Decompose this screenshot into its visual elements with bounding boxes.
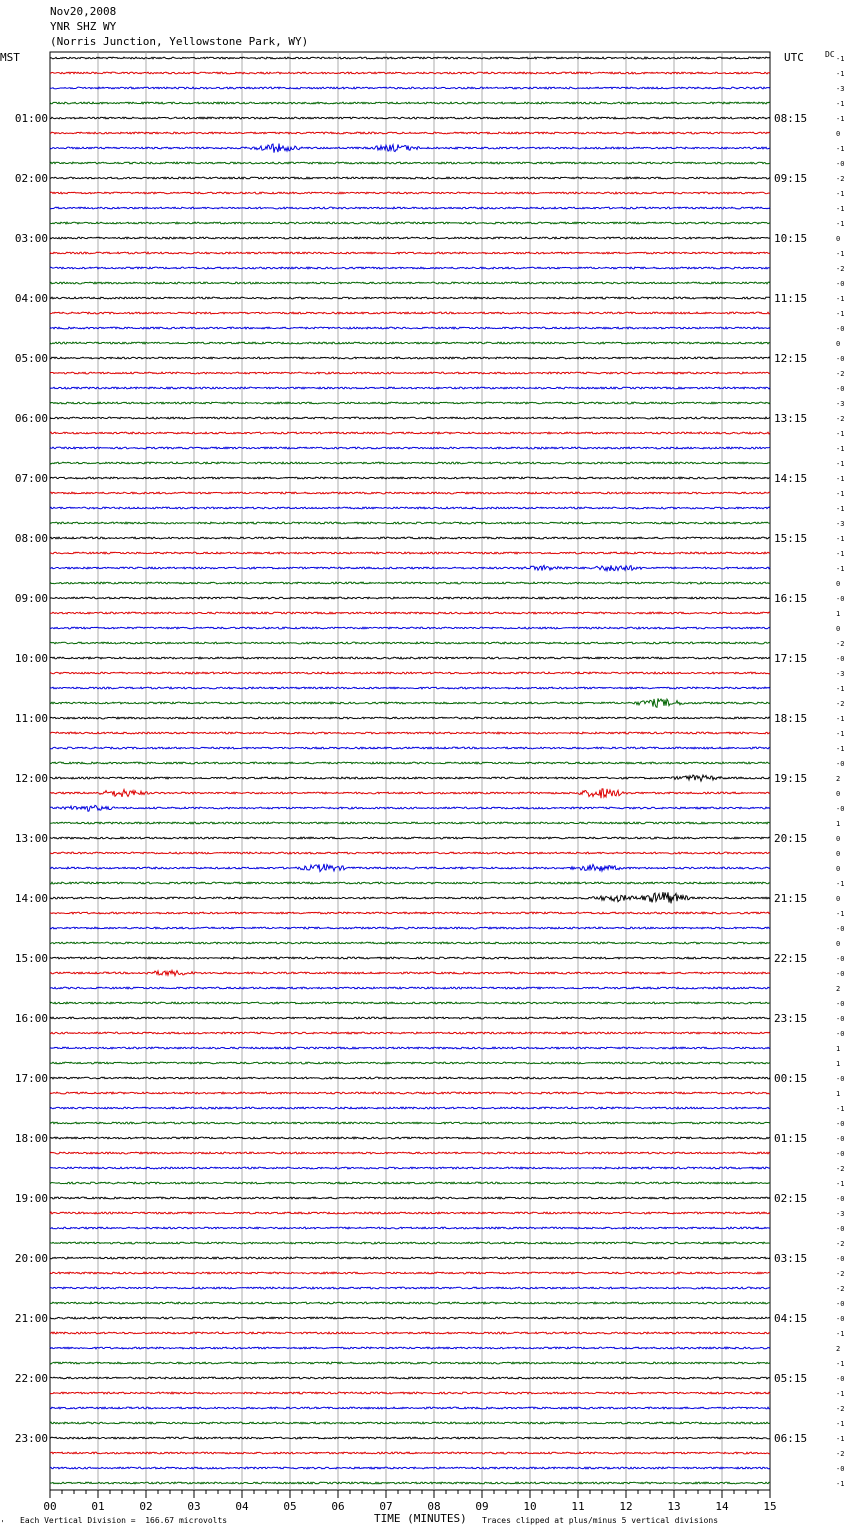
right-hour-label: 15:15: [774, 532, 808, 545]
dc-offset-label: 2: [836, 775, 841, 783]
trace-row: [50, 762, 770, 764]
right-hour-label: 14:15: [774, 472, 808, 485]
dc-offset-label: -0: [836, 1000, 845, 1008]
left-hour-label: 09:00: [14, 592, 48, 605]
trace-row: [50, 72, 770, 74]
trace-row: [50, 1257, 770, 1259]
trace-row: [50, 597, 770, 599]
dc-offset-label: -1: [836, 205, 845, 213]
trace-row: [50, 1032, 770, 1034]
right-hour-label: 01:15: [774, 1132, 808, 1145]
left-hour-label: 19:00: [14, 1192, 48, 1205]
trace-row: [50, 612, 770, 614]
dc-offset-label: -2: [836, 1450, 845, 1458]
trace-row: [50, 1332, 770, 1334]
right-hour-label: 02:15: [774, 1192, 808, 1205]
dc-offset-label: -3: [836, 520, 845, 528]
dc-offset-label: -1: [836, 250, 845, 258]
dc-offset-label: -3: [836, 400, 845, 408]
trace-row: [50, 987, 770, 989]
dc-offset-label: 0: [836, 835, 841, 843]
left-hour-label: 18:00: [14, 1132, 48, 1145]
trace-row: [50, 462, 770, 464]
left-hour-label: 06:00: [14, 412, 48, 425]
x-tick-label: 09: [475, 1500, 489, 1513]
trace-row: [50, 1467, 770, 1469]
dc-offset-label: -0: [836, 280, 845, 288]
dc-offset-label: -0: [836, 925, 845, 933]
left-hour-label: 05:00: [14, 352, 48, 365]
dc-offset-label: -1: [836, 745, 845, 753]
x-tick-label: 02: [139, 1500, 153, 1513]
trace-row: [50, 1377, 770, 1379]
trace-row: [50, 222, 770, 224]
trace-row: [50, 852, 770, 854]
dc-offset-label: -1: [836, 220, 845, 228]
trace-row: [50, 447, 770, 449]
dc-offset-label: -1: [836, 730, 845, 738]
dc-offset-label: -1: [836, 145, 845, 153]
left-axis-title: MST: [0, 51, 20, 64]
trace-row: [50, 552, 770, 554]
x-tick-label: 07: [379, 1500, 393, 1513]
trace-row: [50, 892, 770, 903]
right-hour-label: 11:15: [774, 292, 808, 305]
dc-offset-label: -0: [836, 160, 845, 168]
trace-row: [50, 864, 770, 872]
trace-row: [50, 627, 770, 629]
trace-row: [50, 1287, 770, 1289]
trace-row: [50, 1002, 770, 1004]
plot-date: Nov20,2008: [50, 5, 117, 18]
left-hour-label: 22:00: [14, 1372, 48, 1385]
trace-row: [50, 237, 770, 239]
clip-note: Traces clipped at plus/minus 5 vertical divisions: [482, 1516, 719, 1525]
left-hour-label: 02:00: [14, 172, 48, 185]
dc-offset-label: -2: [836, 700, 845, 708]
dc-offset-label: -1: [836, 715, 845, 723]
trace-row: [50, 882, 770, 884]
x-tick-label: 11: [571, 1500, 585, 1513]
dc-offset-label: -0: [836, 1195, 845, 1203]
dc-offset-label: -1: [836, 1420, 845, 1428]
trace-row: [50, 1137, 770, 1139]
trace-row: [50, 144, 770, 153]
trace-row: [50, 132, 770, 134]
dc-offset-label: -1: [836, 505, 845, 513]
dc-offset-label: 0: [836, 850, 841, 858]
x-axis-title: TIME (MINUTES): [374, 1512, 467, 1525]
dc-offset-label: -2: [836, 1285, 845, 1293]
trace-row: [50, 747, 770, 749]
dc-offset-label: -0: [836, 1015, 845, 1023]
right-hour-label: 17:15: [774, 652, 808, 665]
trace-row: [50, 57, 770, 59]
left-hour-label: 16:00: [14, 1012, 48, 1025]
trace-row: [50, 672, 770, 674]
right-hour-label: 03:15: [774, 1252, 808, 1265]
trace-row: [50, 1302, 770, 1304]
trace-row: [50, 312, 770, 314]
dc-offset-label: 0: [836, 340, 841, 348]
right-hour-label: 23:15: [774, 1012, 808, 1025]
right-hour-label: 06:15: [774, 1432, 808, 1445]
trace-row: [50, 1062, 770, 1064]
dc-offset-label: 0: [836, 865, 841, 873]
dc-offset-label: 1: [836, 1045, 841, 1053]
dc-offset-label: -0: [836, 655, 845, 663]
trace-row: [50, 657, 770, 659]
trace-row: [50, 1017, 770, 1019]
dc-offset-label: -1: [836, 190, 845, 198]
dc-offset-label: -1: [836, 1480, 845, 1488]
trace-row: [50, 687, 770, 689]
trace-row: [50, 327, 770, 329]
left-hour-label: 13:00: [14, 832, 48, 845]
trace-row: [50, 1422, 770, 1424]
dc-offset-label: -0: [836, 1465, 845, 1473]
trace-row: [50, 1152, 770, 1154]
dc-offset-label: -0: [836, 385, 845, 393]
left-hour-label: 07:00: [14, 472, 48, 485]
dc-offset-label: -2: [836, 415, 845, 423]
dc-offset-label: -1: [836, 880, 845, 888]
x-tick-label: 04: [235, 1500, 249, 1513]
trace-row: [50, 1122, 770, 1124]
right-hour-label: 18:15: [774, 712, 808, 725]
right-hour-label: 05:15: [774, 1372, 808, 1385]
trace-row: [50, 582, 770, 584]
left-hour-label: 10:00: [14, 652, 48, 665]
dc-offset-label: -0: [836, 325, 845, 333]
dc-offset-label: -1: [836, 1435, 845, 1443]
trace-row: [50, 642, 770, 644]
trace-row: [50, 957, 770, 959]
trace-row: [50, 1272, 770, 1274]
trace-row: [50, 927, 770, 929]
dc-offset-label: -0: [836, 1375, 845, 1383]
dc-offset-label: 0: [836, 625, 841, 633]
left-hour-label: 21:00: [14, 1312, 48, 1325]
x-tick-label: 03: [187, 1500, 201, 1513]
dc-offset-label: -2: [836, 1405, 845, 1413]
trace-row: [50, 1197, 770, 1199]
dc-offset-label: 1: [836, 1090, 841, 1098]
x-tick-label: 06: [331, 1500, 345, 1513]
x-tick-label: 13: [667, 1500, 681, 1513]
dc-offset-label: 0: [836, 130, 841, 138]
dc-offset-label: 0: [836, 940, 841, 948]
trace-row: [50, 717, 770, 719]
dc-offset-label: -2: [836, 1240, 845, 1248]
trace-row: [50, 1437, 770, 1439]
dc-offset-label: 0: [836, 235, 841, 243]
x-tick-label: 12: [619, 1500, 633, 1513]
dc-offset-label: -1: [836, 100, 845, 108]
dc-offset-label: -0: [836, 1315, 845, 1323]
dc-offset-label: 1: [836, 820, 841, 828]
trace-row: [50, 822, 770, 824]
trace-row: [50, 1212, 770, 1214]
trace-row: [50, 192, 770, 194]
left-hour-label: 15:00: [14, 952, 48, 965]
x-tick-label: 15: [763, 1500, 777, 1513]
dc-offset-label: -2: [836, 640, 845, 648]
trace-row: [50, 565, 770, 571]
trace-row: [50, 912, 770, 914]
dc-offset-label: -1: [836, 310, 845, 318]
trace-row: [50, 117, 770, 119]
left-hour-label: 12:00: [14, 772, 48, 785]
dc-offset-label: -0: [836, 595, 845, 603]
trace-row: [50, 1242, 770, 1244]
trace-row: [50, 698, 770, 707]
trace-row: [50, 387, 770, 389]
left-hour-label: 01:00: [14, 112, 48, 125]
trace-row: [50, 87, 770, 89]
dc-offset-label: -1: [836, 565, 845, 573]
trace-row: [50, 522, 770, 524]
dc-offset-label: 2: [836, 985, 841, 993]
dc-offset-label: -1: [836, 685, 845, 693]
dc-label: DC: [825, 50, 835, 59]
dc-offset-label: -1: [836, 115, 845, 123]
trace-row: [50, 372, 770, 374]
left-hour-label: 04:00: [14, 292, 48, 305]
dc-offset-label: -0: [836, 1030, 845, 1038]
dc-offset-label: -1: [836, 1180, 845, 1188]
trace-row: [50, 297, 770, 299]
right-hour-label: 08:15: [774, 112, 808, 125]
dc-offset-label: -1: [836, 295, 845, 303]
x-tick-label: 08: [427, 1500, 441, 1513]
right-hour-label: 09:15: [774, 172, 808, 185]
dc-offset-label: -1: [836, 490, 845, 498]
trace-row: [50, 357, 770, 359]
dc-offset-label: -0: [836, 970, 845, 978]
trace-row: [50, 432, 770, 434]
trace-row: [50, 1107, 770, 1109]
dc-offset-label: -0: [836, 355, 845, 363]
dc-offset-label: -1: [836, 1330, 845, 1338]
dc-offset-label: -1: [836, 70, 845, 78]
dc-offset-label: -2: [836, 370, 845, 378]
dc-offset-label: 0: [836, 580, 841, 588]
trace-row: [50, 837, 770, 839]
trace-row: [50, 775, 770, 781]
dc-offset-label: 1: [836, 1060, 841, 1068]
right-hour-label: 12:15: [774, 352, 808, 365]
trace-row: [50, 1047, 770, 1049]
dc-offset-label: -0: [836, 1135, 845, 1143]
dc-offset-label: -0: [836, 805, 845, 813]
dc-offset-label: -0: [836, 955, 845, 963]
dc-offset-label: -1: [836, 535, 845, 543]
trace-row: [50, 537, 770, 539]
dc-offset-label: -1: [836, 460, 845, 468]
dc-offset-label: -0: [836, 1120, 845, 1128]
dc-offset-label: -1: [836, 910, 845, 918]
trace-row: [50, 789, 770, 798]
trace-row: [50, 267, 770, 269]
trace-row: [50, 492, 770, 494]
dc-offset-label: -3: [836, 1210, 845, 1218]
dc-offset-label: -0: [836, 1255, 845, 1263]
right-hour-label: 04:15: [774, 1312, 808, 1325]
x-tick-label: 00: [43, 1500, 57, 1513]
trace-row: [50, 102, 770, 104]
trace-row: [50, 282, 770, 284]
dc-offset-label: -1: [836, 445, 845, 453]
trace-row: [50, 1227, 770, 1229]
trace-row: [50, 477, 770, 479]
right-axis-title: UTC: [784, 51, 804, 64]
x-tick-label: 14: [715, 1500, 729, 1513]
dc-offset-label: -3: [836, 85, 845, 93]
dc-offset-label: -2: [836, 175, 845, 183]
trace-row: [50, 417, 770, 419]
right-hour-label: 10:15: [774, 232, 808, 245]
trace-row: [50, 1167, 770, 1169]
trace-row: [50, 1452, 770, 1454]
dc-offset-label: -3: [836, 670, 845, 678]
trace-row: [50, 1092, 770, 1094]
dc-offset-label: -0: [836, 1225, 845, 1233]
dc-offset-label: -1: [836, 55, 845, 63]
trace-row: [50, 207, 770, 209]
trace-row: [50, 1407, 770, 1409]
trace-row: [50, 805, 770, 811]
left-hour-label: 20:00: [14, 1252, 48, 1265]
trace-row: [50, 1347, 770, 1349]
dc-offset-label: -0: [836, 1075, 845, 1083]
dc-offset-label: 1: [836, 610, 841, 618]
trace-row: [50, 507, 770, 509]
right-hour-label: 13:15: [774, 412, 808, 425]
trace-row: [50, 177, 770, 179]
trace-row: [50, 1317, 770, 1319]
dc-offset-label: -1: [836, 430, 845, 438]
right-hour-label: 22:15: [774, 952, 808, 965]
trace-row: [50, 1077, 770, 1079]
trace-row: [50, 942, 770, 944]
trace-row: [50, 342, 770, 344]
trace-row: [50, 252, 770, 254]
dc-offset-label: -1: [836, 550, 845, 558]
left-hour-label: 03:00: [14, 232, 48, 245]
dc-offset-label: -0: [836, 1150, 845, 1158]
left-hour-label: 14:00: [14, 892, 48, 905]
dc-offset-label: -2: [836, 265, 845, 273]
right-hour-label: 16:15: [774, 592, 808, 605]
right-hour-label: 21:15: [774, 892, 808, 905]
trace-row: [50, 1362, 770, 1364]
x-tick-label: 10: [523, 1500, 537, 1513]
station-location: (Norris Junction, Yellowstone Park, WY): [50, 35, 309, 48]
x-tick-label: 01: [91, 1500, 105, 1513]
trace-row: [50, 732, 770, 734]
dc-offset-label: -2: [836, 1165, 845, 1173]
trace-row: [50, 970, 770, 975]
trace-row: [50, 1482, 770, 1484]
dc-offset-label: 2: [836, 1345, 841, 1353]
right-hour-label: 00:15: [774, 1072, 808, 1085]
trace-row: [50, 402, 770, 404]
left-hour-label: 08:00: [14, 532, 48, 545]
dc-offset-label: -1: [836, 475, 845, 483]
scale-note: Each Vertical Division = 166.67 microvolts: [20, 1516, 228, 1525]
dc-offset-label: 0: [836, 895, 841, 903]
trace-row: [50, 162, 770, 164]
dc-offset-label: 0: [836, 790, 841, 798]
left-hour-label: 11:00: [14, 712, 48, 725]
left-hour-label: 23:00: [14, 1432, 48, 1445]
left-hour-label: 17:00: [14, 1072, 48, 1085]
dc-offset-label: -1: [836, 1360, 845, 1368]
trace-row: [50, 1392, 770, 1394]
dc-offset-label: -1: [836, 1105, 845, 1113]
corner-mark: ': [0, 1519, 5, 1528]
dc-offset-label: -0: [836, 1300, 845, 1308]
dc-offset-label: -0: [836, 760, 845, 768]
right-hour-label: 20:15: [774, 832, 808, 845]
dc-offset-label: -1: [836, 1390, 845, 1398]
x-tick-label: 05: [283, 1500, 297, 1513]
station-code: YNR SHZ WY: [50, 20, 117, 33]
trace-row: [50, 1182, 770, 1184]
dc-offset-label: -2: [836, 1270, 845, 1278]
right-hour-label: 19:15: [774, 772, 808, 785]
